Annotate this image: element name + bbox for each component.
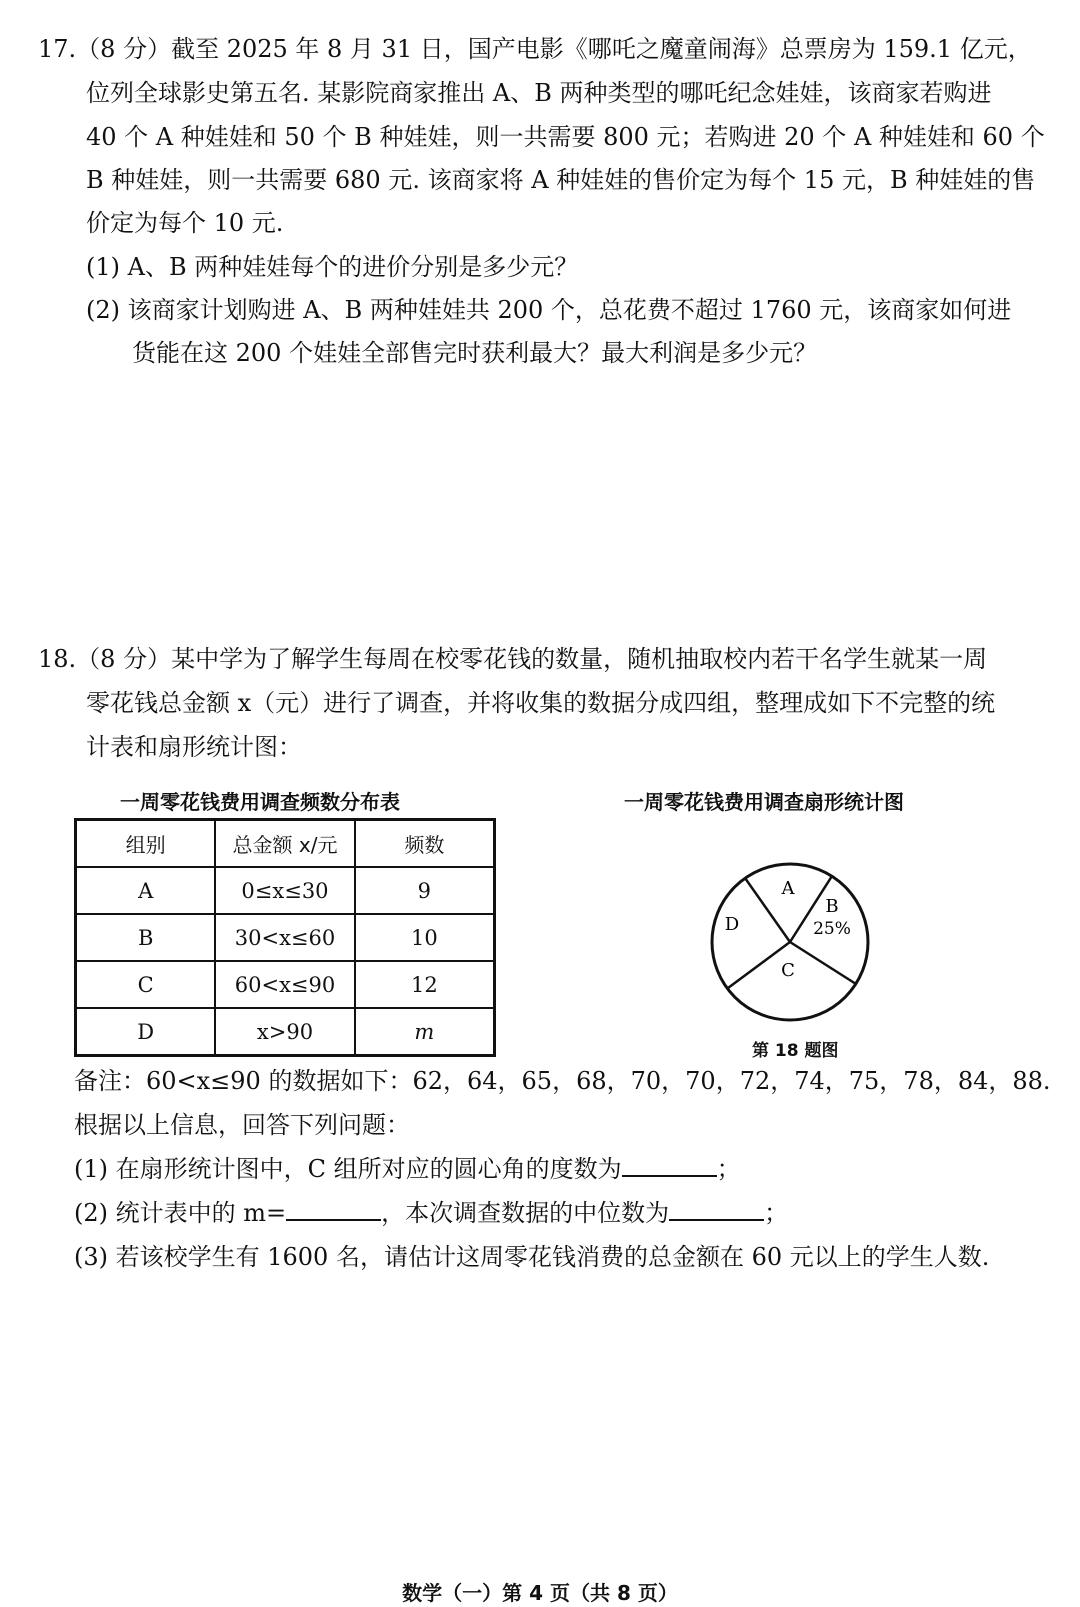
table-cell: 9 [355, 867, 495, 914]
pie-slice-label-c: C [781, 960, 795, 981]
q17-sub-2-line-1: (2) 该商家计划购进 A、B 两种娃娃共 200 个，总花费不超过 1760 元，该商家如何进 [86, 296, 1012, 324]
pie-slice-label-d: D [724, 914, 740, 935]
pie-slice-label-b: B [825, 896, 839, 917]
table-cell: 12 [355, 961, 495, 1008]
answer-blank[interactable] [286, 1197, 381, 1221]
table-header-row [76, 820, 495, 868]
q18-sub-3: (3) 若该校学生有 1600 名，请估计这周零花钱消费的总金额在 60 元以上的学生人数. [74, 1243, 990, 1271]
table-cell: 30<x≤60 [215, 914, 354, 961]
chart-title: 一周零花钱费用调查扇形统计图 [624, 790, 904, 814]
q18-sub-1-text: (1) 在扇形统计图中，C 组所对应的圆心角的度数为 [74, 1155, 622, 1183]
table-row [76, 867, 495, 914]
table-row [76, 961, 495, 1008]
q17-line-4: B 种娃娃，则一共需要 680 元. 该商家将 A 种娃娃的售价定为每个 15 元，B 种娃娃的售 [86, 166, 1036, 194]
pie-chart [700, 852, 880, 1032]
q18-sub-2-text-a: (2) 统计表中的 m= [74, 1199, 287, 1227]
table-header-cell: 总金额 x/元 [215, 820, 354, 868]
table-row [76, 1008, 495, 1056]
answer-blank[interactable] [669, 1197, 764, 1221]
table-title: 一周零花钱费用调查频数分布表 [120, 790, 400, 814]
q18-sub-1-end: ； [716, 1155, 741, 1183]
table-header-cell: 频数 [355, 820, 495, 868]
q18-sub-2-end: ； [764, 1199, 789, 1227]
table-cell: x>90 [215, 1008, 354, 1056]
q18-intro: 根据以上信息，回答下列问题： [74, 1111, 410, 1139]
table-header-cell: 组别 [76, 820, 216, 868]
q17-sub-2-line-2: 货能在这 200 个娃娃全部售完时获利最大？最大利润是多少元？ [132, 339, 818, 367]
q18-sub-1 [74, 1152, 741, 1186]
pie-slice-label-a: A [781, 878, 795, 899]
table-cell: A [76, 867, 216, 914]
q17-line-1: 17.（8 分）截至 2025 年 8 月 31 日，国产电影《哪吒之魔童闹海》总票房为 159.1 亿元， [38, 35, 1032, 63]
table-cell: 0≤x≤30 [215, 867, 354, 914]
figure-caption: 第 18 题图 [752, 1041, 839, 1061]
table-cell: C [76, 961, 216, 1008]
page-footer: 数学（一）第 4 页（共 8 页） [402, 1581, 678, 1605]
q17-line-2: 位列全球影史第五名. 某影院商家推出 A、B 两种类型的哪吒纪念娃娃，该商家若购进 [86, 79, 992, 107]
q17-sub-1: (1) A、B 两种娃娃每个的进价分别是多少元？ [86, 253, 579, 281]
q18-line-2: 零花钱总金额 x（元）进行了调查，并将收集的数据分成四组，整理成如下不完整的统 [86, 689, 996, 717]
q17-line-5: 价定为每个 10 元. [86, 209, 284, 237]
table-cell: B [76, 914, 216, 961]
q18-note: 备注：60<x≤90 的数据如下：62，64，65，68，70，70，72，74，75，78，84，88. [74, 1067, 1051, 1095]
q17-line-3: 40 个 A 种娃娃和 50 个 B 种娃娃，则一共需要 800 元；若购进 20 个 A 种娃娃和 60 个 [86, 123, 1045, 151]
q18-line-1: 18.（8 分）某中学为了解学生每周在校零花钱的数量，随机抽取校内若干名学生就某一周 [38, 645, 988, 673]
pie-slice-value-b: 25% [813, 919, 851, 939]
q18-sub-2-text-b: ，本次调查数据的中位数为 [381, 1199, 670, 1227]
pie-divider [790, 942, 856, 984]
table-cell: D [76, 1008, 216, 1056]
table-row [76, 914, 495, 961]
frequency-table [74, 818, 496, 1057]
pie-chart-svg [700, 852, 880, 1032]
table-cell: 10 [355, 914, 495, 961]
table-cell: 60<x≤90 [215, 961, 354, 1008]
q18-sub-2 [74, 1196, 788, 1230]
q18-line-3: 计表和扇形统计图： [86, 733, 302, 761]
answer-blank[interactable] [622, 1153, 717, 1177]
table-cell: m [355, 1008, 495, 1056]
